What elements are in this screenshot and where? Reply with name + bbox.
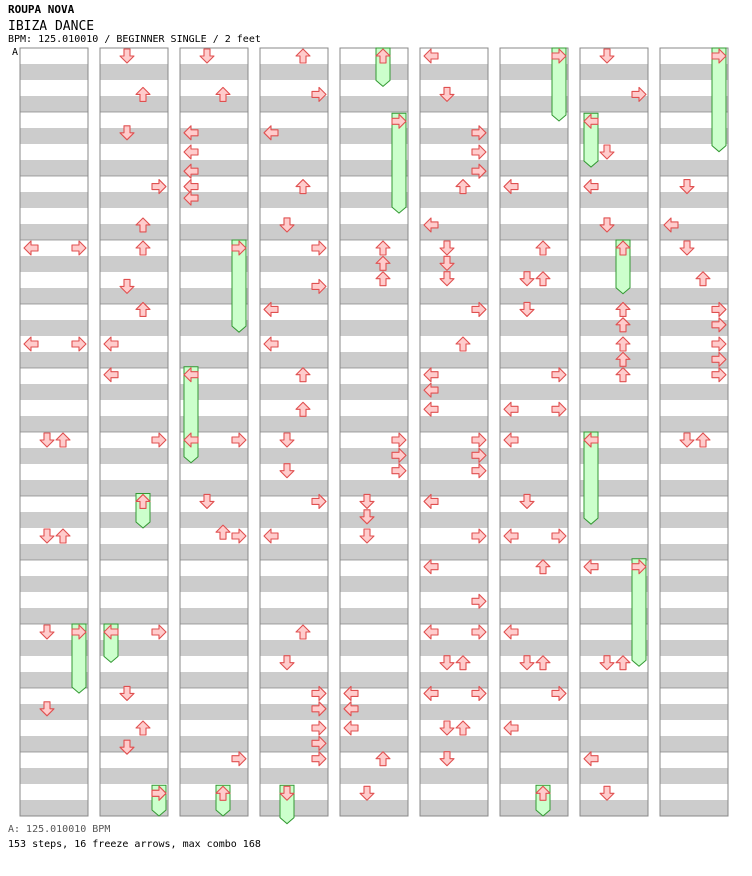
beat-stripe (180, 640, 248, 656)
freeze-arrow (632, 559, 646, 667)
beat-stripe (340, 576, 408, 592)
beat-stripe (580, 736, 648, 752)
beat-stripe (420, 672, 488, 688)
beat-stripe (580, 320, 648, 336)
beat-stripe (20, 64, 88, 80)
beat-stripe (340, 512, 408, 528)
beat-stripe (100, 480, 168, 496)
beat-stripe (260, 160, 328, 176)
beat-stripe (340, 224, 408, 240)
beat-stripe (340, 736, 408, 752)
beat-stripe (20, 224, 88, 240)
beat-stripe (660, 768, 728, 784)
beat-stripe (420, 608, 488, 624)
beat-stripe (660, 736, 728, 752)
beat-stripe (100, 352, 168, 368)
beat-stripe (100, 128, 168, 144)
beat-stripe (20, 416, 88, 432)
beat-stripe (500, 736, 568, 752)
beat-stripe (20, 288, 88, 304)
chart-info: BPM: 125.010010 / BEGINNER SINGLE / 2 feet (8, 34, 261, 45)
beat-stripe (660, 512, 728, 528)
beat-stripe (500, 640, 568, 656)
beat-stripe (420, 192, 488, 208)
beat-stripe (260, 416, 328, 432)
beat-stripe (100, 448, 168, 464)
beat-stripe (100, 416, 168, 432)
beat-stripe (580, 192, 648, 208)
beat-stripe (500, 800, 568, 816)
beat-stripe (100, 288, 168, 304)
bpm-marker-label: A (12, 47, 19, 58)
beat-stripe (500, 512, 568, 528)
beat-stripe (660, 672, 728, 688)
beat-stripe (340, 672, 408, 688)
beat-stripe (20, 608, 88, 624)
beat-stripe (340, 544, 408, 560)
beat-stripe (580, 288, 648, 304)
beat-stripe (660, 192, 728, 208)
beat-stripe (340, 800, 408, 816)
beat-stripe (100, 768, 168, 784)
beat-stripe (660, 576, 728, 592)
beat-stripe (260, 320, 328, 336)
beat-stripe (340, 640, 408, 656)
beat-stripe (100, 608, 168, 624)
beat-stripe (340, 64, 408, 80)
beat-stripe (20, 256, 88, 272)
beat-stripe (20, 160, 88, 176)
chart-column (500, 48, 568, 816)
beat-stripe (20, 128, 88, 144)
beat-stripe (260, 288, 328, 304)
beat-stripe (500, 224, 568, 240)
beat-stripe (500, 576, 568, 592)
beat-stripe (260, 352, 328, 368)
beat-stripe (660, 640, 728, 656)
beat-stripe (340, 768, 408, 784)
beat-stripe (500, 672, 568, 688)
beat-stripe (20, 544, 88, 560)
beat-stripe (20, 352, 88, 368)
beat-stripe (420, 96, 488, 112)
beat-stripe (180, 512, 248, 528)
beat-stripe (260, 672, 328, 688)
beat-stripe (340, 320, 408, 336)
beat-stripe (580, 384, 648, 400)
beat-stripe (260, 576, 328, 592)
beat-stripe (20, 448, 88, 464)
beat-stripe (100, 384, 168, 400)
bpm-legend: A: 125.010010 BPM (8, 824, 111, 835)
beat-stripe (20, 704, 88, 720)
beat-stripe (420, 320, 488, 336)
beat-stripe (580, 416, 648, 432)
beat-stripe (660, 288, 728, 304)
beat-stripe (420, 480, 488, 496)
beat-stripe (20, 576, 88, 592)
beat-stripe (100, 64, 168, 80)
beat-stripe (100, 160, 168, 176)
beat-stripe (500, 128, 568, 144)
beat-stripe (20, 192, 88, 208)
beat-stripe (180, 800, 248, 816)
beat-stripe (20, 800, 88, 816)
beat-stripe (20, 384, 88, 400)
beat-stripe (340, 416, 408, 432)
beat-stripe (100, 320, 168, 336)
beat-stripe (420, 512, 488, 528)
beat-stripe (340, 608, 408, 624)
beat-stripe (100, 736, 168, 752)
beat-stripe (420, 640, 488, 656)
beat-stripe (180, 736, 248, 752)
beat-stripe (260, 544, 328, 560)
beat-stripe (180, 608, 248, 624)
beat-stripe (100, 192, 168, 208)
beat-stripe (100, 672, 168, 688)
beat-stripe (340, 256, 408, 272)
chart-column (660, 48, 728, 816)
beat-stripe (100, 544, 168, 560)
beat-stripe (580, 352, 648, 368)
beat-stripe (500, 160, 568, 176)
beat-stripe (660, 416, 728, 432)
beat-stripe (500, 320, 568, 336)
beat-stripe (500, 608, 568, 624)
beat-stripe (660, 160, 728, 176)
beat-stripe (100, 224, 168, 240)
beat-stripe (660, 480, 728, 496)
beat-stripe (420, 288, 488, 304)
beat-stripe (340, 288, 408, 304)
freeze-arrow (712, 48, 726, 152)
beat-stripe (420, 416, 488, 432)
beat-stripe (500, 448, 568, 464)
beat-stripe (260, 448, 328, 464)
beat-stripe (580, 672, 648, 688)
beat-stripe (660, 704, 728, 720)
beat-stripe (100, 576, 168, 592)
beat-stripe (20, 320, 88, 336)
beat-stripe (260, 512, 328, 528)
beat-stripe (660, 608, 728, 624)
beat-stripe (660, 448, 728, 464)
beat-stripe (100, 256, 168, 272)
beat-stripe (260, 384, 328, 400)
beat-stripe (580, 64, 648, 80)
beat-stripe (340, 384, 408, 400)
beat-stripe (180, 576, 248, 592)
chart-column (20, 48, 88, 816)
artist-name: ROUPA NOVA (8, 3, 75, 16)
beat-stripe (660, 384, 728, 400)
beat-stripe (580, 256, 648, 272)
beat-stripe (580, 544, 648, 560)
beat-stripe (580, 768, 648, 784)
beat-stripe (500, 416, 568, 432)
beat-stripe (100, 704, 168, 720)
beat-stripe (660, 800, 728, 816)
beat-stripe (260, 608, 328, 624)
beat-stripe (180, 96, 248, 112)
beat-stripe (260, 768, 328, 784)
beat-stripe (500, 768, 568, 784)
beat-stripe (180, 480, 248, 496)
beat-stripe (500, 384, 568, 400)
beat-stripe (580, 704, 648, 720)
beat-stripe (420, 64, 488, 80)
beat-stripe (500, 544, 568, 560)
beat-stripe (100, 512, 168, 528)
beat-stripe (180, 768, 248, 784)
beat-stripe (260, 96, 328, 112)
beat-stripe (20, 480, 88, 496)
beat-stripe (340, 96, 408, 112)
beat-stripe (500, 288, 568, 304)
chart-stats: 153 steps, 16 freeze arrows, max combo 168 (8, 839, 261, 850)
beat-stripe (180, 544, 248, 560)
beat-stripe (580, 800, 648, 816)
beat-stripe (420, 544, 488, 560)
beat-stripe (260, 224, 328, 240)
chart-column (100, 48, 168, 816)
beat-stripe (420, 768, 488, 784)
beat-stripe (500, 352, 568, 368)
beat-stripe (260, 192, 328, 208)
beat-stripe (420, 800, 488, 816)
beat-stripe (20, 96, 88, 112)
beat-stripe (260, 480, 328, 496)
beat-stripe (260, 64, 328, 80)
beat-stripe (420, 576, 488, 592)
beat-stripe (20, 768, 88, 784)
beat-stripe (260, 256, 328, 272)
song-title: IBIZA DANCE (8, 19, 95, 34)
beat-stripe (420, 736, 488, 752)
beat-stripe (340, 480, 408, 496)
beat-stripe (180, 224, 248, 240)
beat-stripe (20, 512, 88, 528)
beat-stripe (260, 640, 328, 656)
beat-stripe (420, 704, 488, 720)
beat-stripe (420, 352, 488, 368)
beat-stripe (180, 352, 248, 368)
beat-stripe (580, 224, 648, 240)
chart-column (420, 48, 488, 816)
beat-stripe (20, 736, 88, 752)
beat-stripe (500, 704, 568, 720)
beat-stripe (660, 256, 728, 272)
beat-stripe (180, 704, 248, 720)
beat-stripe (340, 352, 408, 368)
chart-column (260, 48, 328, 816)
beat-stripe (500, 256, 568, 272)
beat-stripe (500, 192, 568, 208)
beat-stripe (180, 672, 248, 688)
beat-stripe (660, 544, 728, 560)
beat-stripe (580, 96, 648, 112)
beat-stripe (500, 480, 568, 496)
beat-stripe (180, 64, 248, 80)
beat-stripe (100, 96, 168, 112)
